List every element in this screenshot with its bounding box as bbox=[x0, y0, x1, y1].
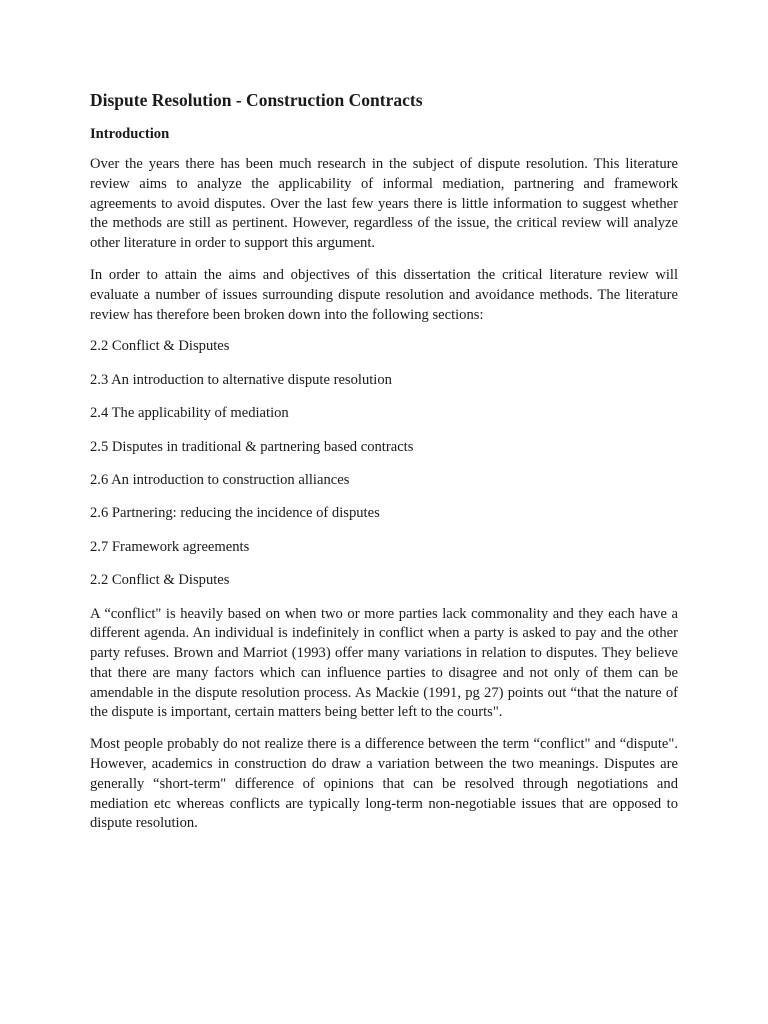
section-item: 2.7 Framework agreements bbox=[90, 538, 250, 555]
paragraph-1: Over the years there has been much research in the subject of dispute resolution. This literature review aims to analyze the applicability of informal mediation, partnering and framework agreements to avoid disputes. Over the last few years there is little information to suggest whether the methods are still as pertinent. However, regardless of the issue, the critical review will analyze other literature in order to support this argument. bbox=[90, 156, 678, 252]
section-list bbox=[90, 337, 678, 591]
section-item: 2.6 An introduction to construction alliances bbox=[90, 471, 350, 488]
paragraph-3: A “conflict" is heavily based on when two or more parties lack commonality and they each have a different agenda. An individual is indefinitely in conflict when a party is asked to pay and the other party refuses. Brown and Marriot (1993) offer many variations in relation to disputes. They believe that there are many factors which can influence parties to disagree and not only of them can be amendable in the dispute resolution process. As Mackie (1991, pg 27) points out “that the nature of the dispute is important, certain matters being better left to the courts". bbox=[90, 605, 678, 721]
document-title: Dispute Resolution - Construction Contracts bbox=[90, 90, 423, 110]
introduction-heading: Introduction bbox=[90, 126, 170, 142]
section-item: 2.2 Conflict & Disputes bbox=[90, 338, 230, 355]
section-item: 2.3 An introduction to alternative dispute resolution bbox=[90, 371, 392, 388]
section-item: 2.4 The applicability of mediation bbox=[90, 405, 289, 422]
section-item: 2.2 Conflict & Disputes bbox=[90, 572, 230, 589]
document-page bbox=[90, 88, 678, 846]
paragraph-4: Most people probably do not realize there is a difference between the term “conflict" and “dispute". However, academics in construction do draw a variation between the two meanings. Disputes are generally “short-term" difference of opinions that can be resolved through negotiations and mediation etc whereas conflicts are typically long-term non-negotiable issues that are opposed to dispute resolution. bbox=[90, 736, 678, 832]
section-item: 2.5 Disputes in traditional & partnering based contracts bbox=[90, 438, 414, 455]
paragraph-2: In order to attain the aims and objectives of this dissertation the critical literature review will evaluate a number of issues surrounding dispute resolution and avoidance methods. The literature review has therefore been broken down into the following sections: bbox=[90, 266, 678, 323]
section-item: 2.6 Partnering: reducing the incidence of disputes bbox=[90, 505, 380, 522]
